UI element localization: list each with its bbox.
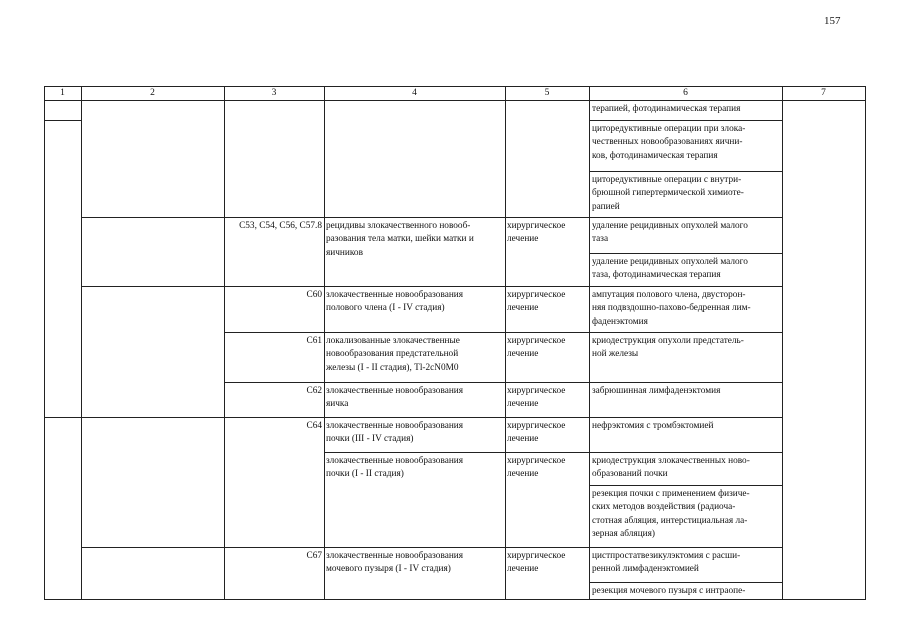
method-cell: удаление рецидивных опухолей малого таза (592, 221, 748, 245)
method-cell: криодеструкция опухоли предстатель- ной железы (592, 336, 744, 360)
page-number: 157 (824, 15, 841, 27)
treatment-type-cell: хирургическое лечение (507, 336, 566, 360)
diagnosis-cell: злокачественные новообразования почки (III - IV стадия) (326, 421, 464, 445)
col-header-7: 7 (821, 88, 826, 98)
method-cell: нефрэктомия с тромбэктомией (592, 421, 714, 431)
icd-code-cell: C61 (306, 336, 322, 346)
icd-code-cell: C67 (306, 551, 322, 561)
diagnosis-cell: злокачественные новообразования почки (I - II стадия) (326, 456, 464, 480)
method-cell: криодеструкция злокачественных ново- образований почки (592, 456, 750, 480)
col-header-6: 6 (683, 88, 688, 98)
treatment-type-cell: хирургическое лечение (507, 221, 566, 245)
diagnosis-cell: рецидивы злокачественного новооб- разования тела матки, шейки матки и яичников (326, 221, 474, 258)
diagnosis-cell: злокачественные новообразования яичка (326, 386, 464, 410)
col-header-5: 5 (544, 88, 550, 98)
method-cell: терапией, фотодинамическая терапия (592, 104, 741, 114)
method-cell: удаление рецидивных опухолей малого таза, фотодинамическая терапия (592, 257, 748, 281)
method-cell: циторедуктивные операции при злока- чественных новообразованиях яични- ков, фотодинамическая терапия (592, 124, 746, 161)
icd-code-cell: C60 (306, 290, 322, 300)
col-header-1: 1 (60, 88, 65, 98)
method-cell: цистпростатвезикулэктомия с расши- ренной лимфаденэктомией (592, 551, 741, 575)
treatment-type-cell: хирургическое лечение (507, 421, 566, 445)
method-cell: резекция почки с применением физиче- ских методов воздействия (радиоча- стотная абляция, интерстициальная ла- зерная абляция) (592, 489, 750, 539)
diagnosis-cell: локализованные злокачественные новообразования предстательной железы (I - II стадия), Tl-2cN0M0 (326, 336, 460, 373)
treatment-type-cell: хирургическое лечение (507, 290, 566, 314)
method-cell: резекция мочевого пузыря с интраопе- (592, 586, 746, 596)
diagnosis-cell: злокачественные новообразования мочевого пузыря (I - IV стадия) (326, 551, 464, 575)
icd-code-cell: C53, C54, C56, C57.8 (239, 221, 322, 231)
col-header-4: 4 (412, 88, 417, 98)
icd-code-cell: C62 (306, 386, 322, 396)
treatment-type-cell: хирургическое лечение (507, 386, 566, 410)
treatment-type-cell: хирургическое лечение (507, 551, 566, 575)
diagnosis-cell: злокачественные новообразования полового члена (I - IV стадия) (326, 290, 464, 314)
procedures-table (44, 86, 866, 600)
method-cell: ампутация полового члена, двусторон- няя подвздошно-пахово-бедренная лим- фаденэктомия (592, 290, 751, 327)
col-header-3: 3 (271, 88, 277, 98)
treatment-type-cell: хирургическое лечение (507, 456, 566, 480)
icd-code-cell: C64 (306, 421, 322, 431)
method-cell: забрюшинная лимфаденэктомия (592, 386, 721, 396)
method-cell: циторедуктивные операции с внутри- брюшной гипертермической химиоте- рапией (592, 175, 744, 212)
col-header-2: 2 (150, 88, 155, 98)
